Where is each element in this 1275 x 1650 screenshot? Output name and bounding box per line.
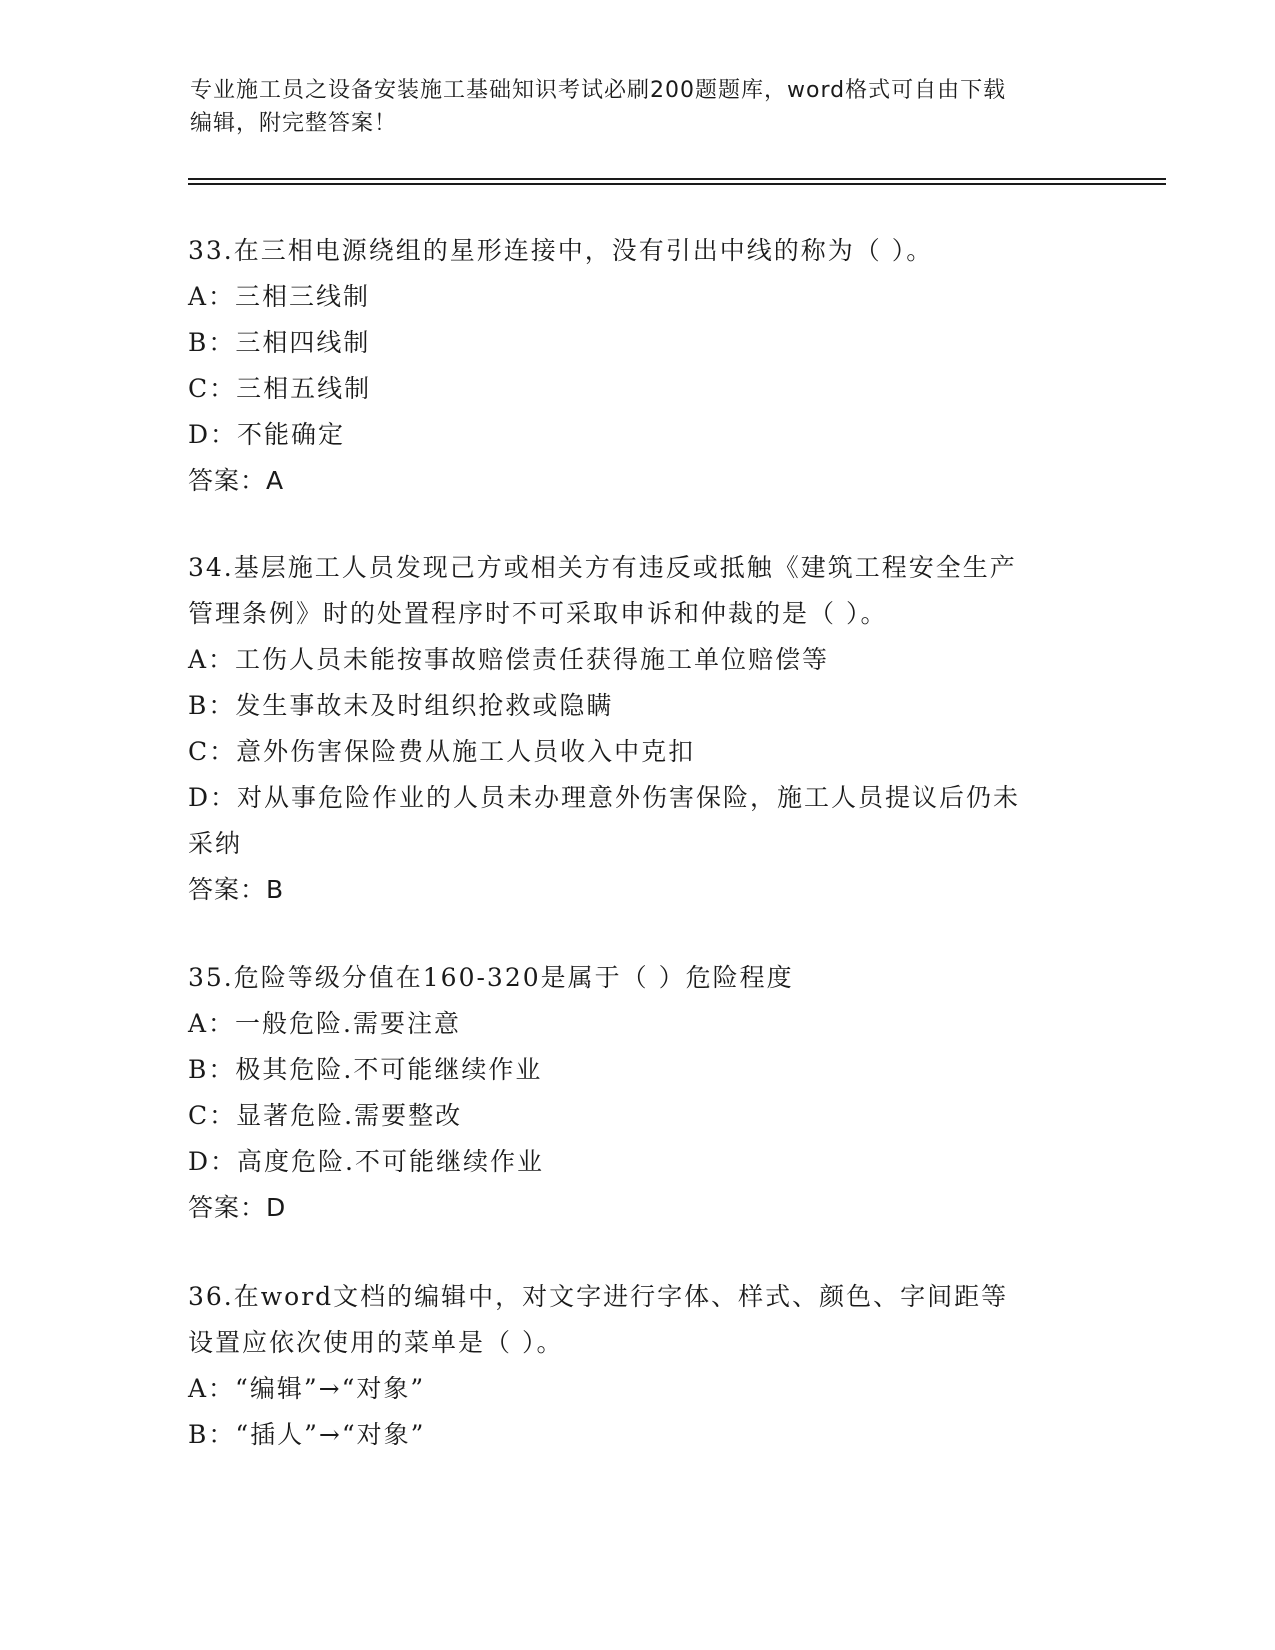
option-d: D：高度危险.不可能继续作业 <box>188 1147 544 1176</box>
document-header <box>190 74 1090 140</box>
question-34 <box>188 545 1088 913</box>
answer: 答案：B <box>188 875 285 904</box>
answer: 答案：D <box>188 1193 287 1222</box>
question-36 <box>188 1274 1088 1458</box>
question-35 <box>188 955 1088 1231</box>
option-c: C：三相五线制 <box>188 374 372 403</box>
option-a: A：“编辑”→“对象” <box>188 1374 426 1403</box>
question-stem-line-1: 34.基层施工人员发现己方或相关方有违反或抵触《建筑工程安全生产 <box>188 553 1017 582</box>
question-stem: 35.危险等级分值在160-320是属于（ ）危险程度 <box>188 963 794 992</box>
option-b: B：三相四线制 <box>188 328 371 357</box>
option-b: B：发生事故未及时组织抢救或隐瞒 <box>188 691 614 720</box>
answer: 答案：A <box>188 466 285 495</box>
option-a: A：一般危险.需要注意 <box>188 1009 462 1038</box>
header-line-1: 专业施工员之设备安装施工基础知识考试必刷200题题库，word格式可自由下载 <box>190 78 1007 103</box>
question-stem: 33.在三相电源绕组的星形连接中，没有引出中线的称为（ ）。 <box>188 236 934 265</box>
option-a: A：工伤人员未能按事故赔偿责任获得施工单位赔偿等 <box>188 645 830 674</box>
header-rule-top <box>188 178 1166 180</box>
option-c: C：显著危险.需要整改 <box>188 1101 463 1130</box>
option-b: B：“插人”→“对象” <box>188 1420 426 1449</box>
header-rule-bottom <box>188 183 1166 185</box>
option-b: B：极其危险.不可能继续作业 <box>188 1055 543 1084</box>
option-a: A：三相三线制 <box>188 282 371 311</box>
option-d-line-2: 采纳 <box>188 829 243 858</box>
question-33 <box>188 228 1088 504</box>
question-stem-line-1: 36.在word文档的编辑中，对文字进行字体、样式、颜色、字间距等 <box>188 1282 1009 1311</box>
question-stem-line-2: 设置应依次使用的菜单是（ ）。 <box>188 1328 564 1357</box>
option-d-line-1: D：对从事危险作业的人员未办理意外伤害保险，施工人员提议后仍未 <box>188 783 1021 812</box>
option-d: D：不能确定 <box>188 420 346 449</box>
option-c: C：意外伤害保险费从施工人员收入中克扣 <box>188 737 696 766</box>
question-stem-line-2: 管理条例》时的处置程序时不可采取申诉和仲裁的是（ ）。 <box>188 599 888 628</box>
header-line-2: 编辑，附完整答案！ <box>190 111 398 136</box>
